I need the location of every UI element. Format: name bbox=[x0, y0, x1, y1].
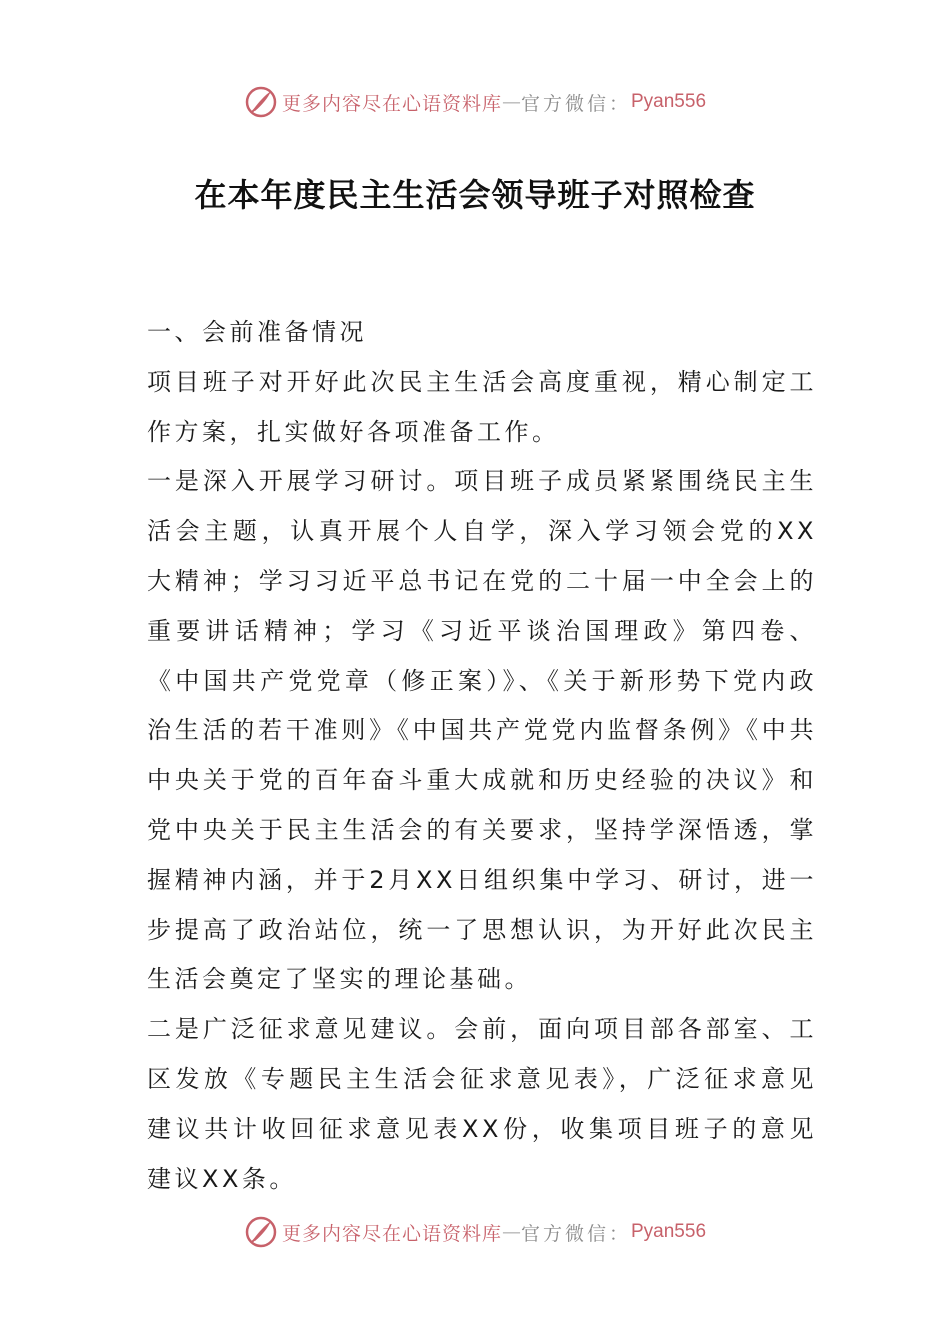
section-heading: 一、会前准备情况 bbox=[147, 318, 367, 346]
header-watermark-banner bbox=[0, 82, 950, 122]
banner-dash: — bbox=[501, 1221, 521, 1243]
document-body bbox=[147, 308, 817, 1204]
banner-site-name: 更多内容尽在心语资料库 bbox=[281, 92, 502, 115]
banner-wechat-id: Pyan556 bbox=[631, 1221, 707, 1242]
banner-wechat-label: 官方微信： bbox=[520, 1222, 631, 1245]
document-title: 在本年度民主生活会领导班子对照检查 bbox=[194, 176, 756, 214]
footer-watermark-banner bbox=[0, 1212, 950, 1252]
quill-logo-icon bbox=[244, 1215, 278, 1249]
quill-logo-icon bbox=[244, 85, 278, 119]
banner-wechat-id: Pyan556 bbox=[631, 91, 707, 112]
banner-wechat-label: 官方微信： bbox=[520, 92, 631, 115]
body-paragraph: 项目班子对开好此次民主生活会高度重视，精心制定工作方案，扎实做好各项准备工作。 bbox=[147, 367, 817, 446]
body-paragraph: 二是广泛征求意见建议。会前，面向项目部各部室、工区发放《专题民主生活会征求意见表》，广泛征求意见建议共计收回征求意见表XX份，收集项目班子的意见建议XX条。 bbox=[147, 1015, 817, 1193]
body-paragraph: 一是深入开展学习研讨。项目班子成员紧紧围绕民主生活会主题，认真开展个人自学，深入学习领会党的XX大精神；学习习近平总书记在党的二十届一中全会上的重要讲话精神；学习《习近平谈治国理政》第四卷、《中国共产党党章（修正案）》、《关于新形势下党内政治生活的若干准则》《中国共产党党内监督条例》《中共中央关于党的百年奋斗重大成就和历史经验的决议》和党中央关于民主生活会的有关要求，坚持学深悟透，掌握精神内涵，并于2月XX日组织集中学习、研讨，进一步提高了政治站位，统一了思想认识，为开好此次民主生活会奠定了坚实的理论基础。 bbox=[147, 467, 817, 994]
banner-site-name: 更多内容尽在心语资料库 bbox=[281, 1222, 502, 1245]
banner-dash: — bbox=[501, 91, 521, 113]
